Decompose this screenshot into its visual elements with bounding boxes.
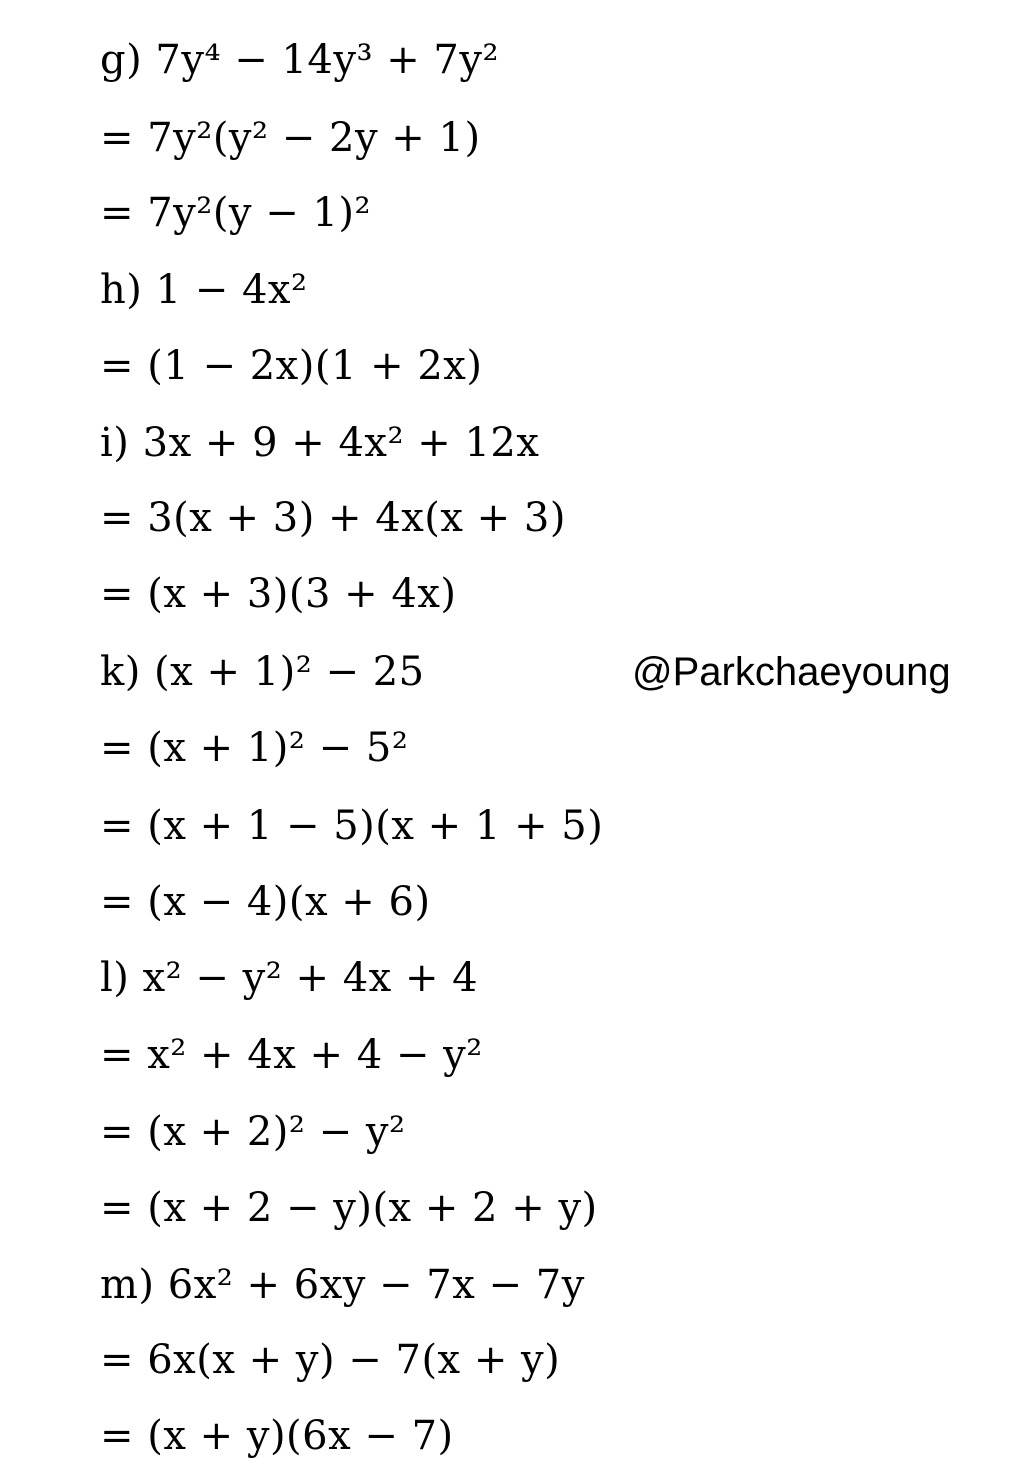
math-line-i: i) 3x + 9 + 4x² + 12x [100, 420, 540, 466]
math-line-g: g) 7y⁴ − 14y³ + 7y² [100, 37, 500, 83]
math-line-l-step2: = (x + 2)² − y² [100, 1109, 406, 1155]
math-line-l-step1: = x² + 4x + 4 − y² [100, 1032, 483, 1078]
math-line-g-step2: = 7y²(y − 1)² [100, 190, 372, 236]
math-line-k: k) (x + 1)² − 25 [100, 649, 425, 695]
math-line-l-step3: = (x + 2 − y)(x + 2 + y) [100, 1185, 598, 1231]
math-line-k-step2: = (x + 1 − 5)(x + 1 + 5) [100, 803, 604, 849]
math-line-m-step1: = 6x(x + y) − 7(x + y) [100, 1337, 561, 1383]
math-line-h-step1: = (1 − 2x)(1 + 2x) [100, 343, 483, 389]
watermark-text: @Parkchaeyoung [632, 650, 951, 694]
math-line-m: m) 6x² + 6xy − 7x − 7y [100, 1262, 585, 1308]
math-line-g-step1: = 7y²(y² − 2y + 1) [100, 115, 481, 161]
math-line-l: l) x² − y² + 4x + 4 [100, 955, 479, 1001]
math-line-m-step2: = (x + y)(6x − 7) [100, 1413, 454, 1459]
math-line-k-step3: = (x − 4)(x + 6) [100, 879, 431, 925]
math-line-i-step2: = (x + 3)(3 + 4x) [100, 571, 457, 617]
math-line-k-step1: = (x + 1)² − 5² [100, 725, 409, 771]
math-line-i-step1: = 3(x + 3) + 4x(x + 3) [100, 495, 566, 541]
math-line-h: h) 1 − 4x² [100, 267, 308, 313]
